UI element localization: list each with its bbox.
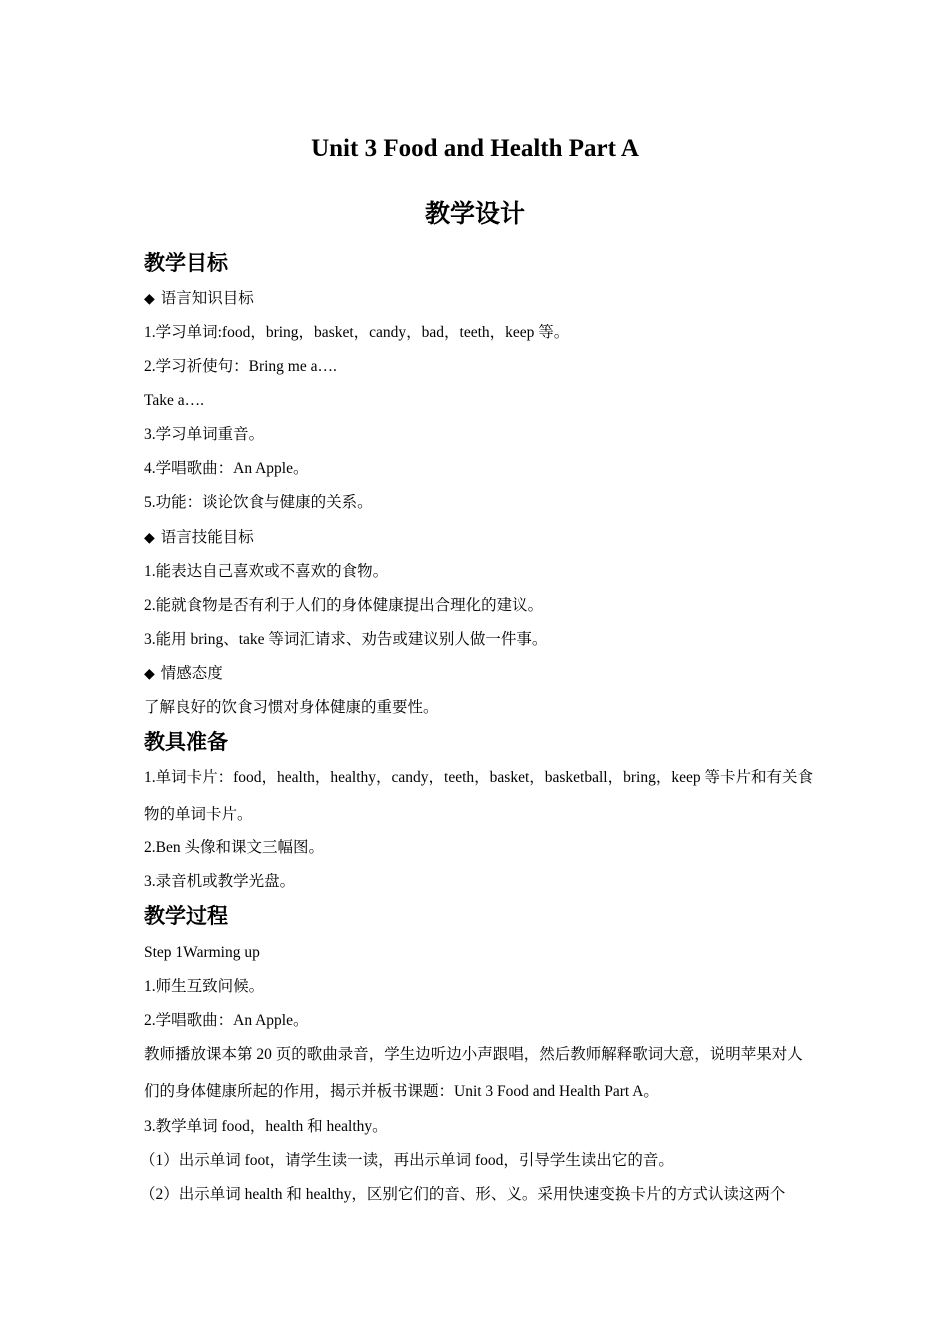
paragraph: 了解良好的饮食习惯对身体健康的重要性。: [144, 699, 439, 716]
paragraph: 2.能就食物是否有利于人们的身体健康提出合理化的建议。: [144, 597, 544, 614]
diamond-bullet-icon: ◆: [144, 666, 155, 682]
paragraph: 2.学唱歌曲：An Apple。: [144, 1012, 309, 1029]
objectives-heading: 教学目标: [144, 251, 228, 275]
emotion-label: [144, 664, 814, 684]
paragraph: 1.单词卡片：food，health，healthy，candy，teeth，basket，basketball，bring，keep 等卡片和有关食物的单词卡片。: [144, 769, 813, 823]
materials-heading: 教具准备: [144, 730, 228, 754]
paragraph: （2）出示单词 health 和 healthy，区别它们的音、形、义。采用快速变换卡片的方式认读这两个: [140, 1186, 786, 1203]
paragraph: 3.学习单词重音。: [144, 426, 265, 443]
label-text: 语言技能目标: [160, 529, 254, 546]
label-text: 情感态度: [160, 665, 223, 682]
paragraph: 3.录音机或教学光盘。: [144, 873, 296, 890]
paragraph: 教师播放课本第 20 页的歌曲录音，学生边听边小声跟唱，然后教师解释歌词大意，说明苹果对人们的身体健康所起的作用，揭示并板书课题：Unit 3 Food and Health Part A。: [144, 1046, 803, 1100]
paragraph: 1.能表达自己喜欢或不喜欢的食物。: [144, 563, 389, 580]
language-skill-label: [144, 528, 814, 548]
paragraph: 1.学习单词:food，bring，basket，candy，bad，teeth，keep 等。: [144, 324, 570, 341]
paragraph: Take a….: [144, 392, 205, 409]
paragraph: 2.学习祈使句：Bring me a….: [144, 358, 337, 375]
label-text: 语言知识目标: [160, 290, 254, 307]
paragraph: 5.功能：谈论饮食与健康的关系。: [144, 494, 373, 511]
paragraph: Step 1Warming up: [144, 944, 260, 961]
document-title: Unit 3 Food and Health Part A: [311, 135, 639, 162]
diamond-bullet-icon: ◆: [144, 291, 155, 307]
language-knowledge-label: [144, 289, 814, 309]
paragraph: （1）出示单词 foot，请学生读一读，再出示单词 food，引导学生读出它的音。: [140, 1152, 674, 1169]
paragraph: 3.能用 bring、take 等词汇请求、劝告或建议别人做一件事。: [144, 631, 548, 648]
diamond-bullet-icon: ◆: [144, 530, 155, 546]
process-heading: 教学过程: [144, 904, 228, 928]
paragraph: 4.学唱歌曲：An Apple。: [144, 460, 309, 477]
paragraph: 1.师生互致问候。: [144, 978, 265, 995]
paragraph: 2.Ben 头像和课文三幅图。: [144, 839, 324, 856]
paragraph: 3.教学单词 food，health 和 healthy。: [144, 1118, 388, 1135]
document-subtitle: 教学设计: [424, 199, 525, 228]
